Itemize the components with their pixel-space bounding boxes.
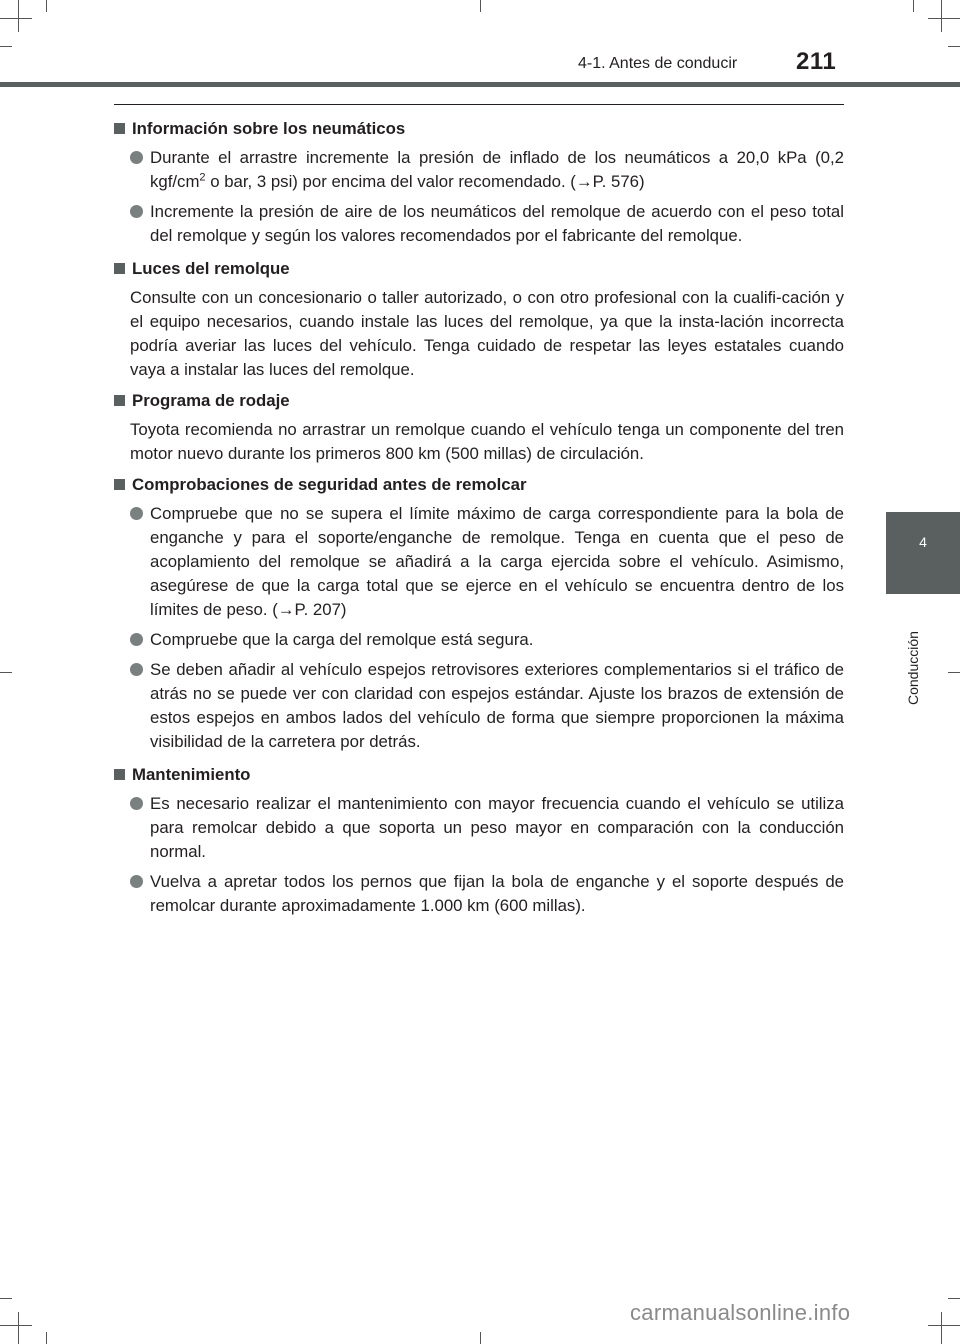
circle-bullet-icon xyxy=(130,875,143,888)
superscript: 2 xyxy=(199,171,206,184)
text-fragment: Durante el arrastre incremente la presión de inflado de los neumáticos a 20,0 kPa (0,2 kgf/cm xyxy=(150,148,844,191)
crop-mark xyxy=(0,18,32,19)
crop-mark xyxy=(46,1332,47,1344)
section-title xyxy=(114,760,844,790)
section-paragraph: Toyota recomienda no arrastrar un remolque cuando el vehículo tenga un componente del tren motor nuevo durante los primeros 800 km (500 millas) de circulación. xyxy=(130,420,844,463)
list-item-text xyxy=(150,146,844,194)
crop-mark xyxy=(941,0,942,32)
square-bullet-icon xyxy=(114,123,125,134)
section-title-text: Comprobaciones de seguridad antes de remolcar xyxy=(132,475,527,494)
header-bar xyxy=(0,82,960,87)
section-title xyxy=(114,386,844,416)
crop-mark xyxy=(0,672,12,673)
square-bullet-icon xyxy=(114,263,125,274)
page-number: 211 xyxy=(796,48,837,75)
list-item-text: Vuelva a apretar todos los pernos que fijan la bola de enganche y el soporte después de remolcar durante aproximadamente 1.000 km (600 millas). xyxy=(150,872,844,915)
section-safety-checks xyxy=(114,470,844,754)
list-item xyxy=(114,870,844,918)
header-rule xyxy=(114,104,844,105)
page-content xyxy=(114,114,844,924)
list-item xyxy=(114,658,844,754)
section-title xyxy=(114,114,844,144)
list-item xyxy=(114,502,844,622)
circle-bullet-icon xyxy=(130,151,143,164)
list-item-text: Incremente la presión de aire de los neumáticos del remolque de acuerdo con el peso total del remolque y según los valores recomendados por el fabricante del remolque. xyxy=(150,202,844,245)
list-item-text: Compruebe que la carga del remolque está segura. xyxy=(150,630,534,649)
circle-bullet-icon xyxy=(130,205,143,218)
circle-bullet-icon xyxy=(130,663,143,676)
section-title xyxy=(114,254,844,284)
crop-mark xyxy=(18,0,19,32)
list-item-text: Se deben añadir al vehículo espejos retrovisores exteriores complementarios si el tráfico de atrás no se puede ver con claridad con espejos estándar. Ajuste los brazos de extensión de estos espejos en ambos lados del vehículo de forma que siempre proporcionen la máxima visibilidad de la carretera por detrás. xyxy=(150,660,844,751)
crop-mark xyxy=(948,46,960,47)
section-title-text: Mantenimiento xyxy=(132,765,251,784)
section-heading: 4-1. Antes de conducir xyxy=(578,55,738,72)
crop-mark xyxy=(0,1325,32,1326)
circle-bullet-icon xyxy=(130,507,143,520)
crop-mark xyxy=(941,1312,942,1344)
chapter-number: 4 xyxy=(919,534,927,550)
crop-mark xyxy=(928,18,960,19)
chapter-name: Conducción xyxy=(905,631,921,705)
section-break-in xyxy=(114,386,844,466)
section-maintenance xyxy=(114,760,844,918)
crop-mark xyxy=(0,46,12,47)
crop-mark xyxy=(480,0,481,12)
section-title-text: Programa de rodaje xyxy=(132,391,290,410)
section-title-text: Información sobre los neumáticos xyxy=(132,119,406,138)
crop-mark xyxy=(46,0,47,12)
list-item xyxy=(114,628,844,652)
crop-mark xyxy=(913,0,914,12)
crop-mark xyxy=(948,672,960,673)
crop-mark xyxy=(18,1312,19,1344)
square-bullet-icon xyxy=(114,769,125,780)
list-item xyxy=(114,792,844,864)
section-tire-info xyxy=(114,114,844,248)
square-bullet-icon xyxy=(114,479,125,490)
crop-mark xyxy=(480,1332,481,1344)
crop-mark xyxy=(0,1298,12,1299)
watermark: carmanualsonline.info xyxy=(630,1300,851,1325)
list-item-text: Es necesario realizar el mantenimiento con mayor frecuencia cuando el vehículo se utiliza para remolcar debido a que soporta un peso mayor en comparación con la conducción normal. xyxy=(150,794,844,861)
crop-mark xyxy=(948,1298,960,1299)
circle-bullet-icon xyxy=(130,797,143,810)
section-trailer-lights xyxy=(114,254,844,382)
square-bullet-icon xyxy=(114,395,125,406)
text-fragment: o bar, 3 psi) por encima del valor recomendado. (→P. 576) xyxy=(205,172,645,191)
section-title-text: Luces del remolque xyxy=(132,259,290,278)
list-item-text: Compruebe que no se supera el límite máximo de carga correspondiente para la bola de enganche y para el soporte/enganche de remolque. Tenga en cuenta que el peso de acoplamiento del remolque se añadirá a la carga ejercida sobre el vehículo. Asimismo, asegúrese de que la carga total que se ejerce en el vehículo se encuentra dentro de los límites de peso. (→P. 207) xyxy=(150,504,844,619)
chapter-tab xyxy=(886,512,960,594)
list-item xyxy=(114,200,844,248)
crop-mark xyxy=(928,1325,960,1326)
circle-bullet-icon xyxy=(130,633,143,646)
section-title xyxy=(114,470,844,500)
section-paragraph: Consulte con un concesionario o taller autorizado, o con otro profesional con la cualifi-cación y el equipo necesarios, cuando instale las luces del remolque, ya que la insta-lación incorrecta podría averiar las luces del vehículo. Tenga cuidado de respetar las leyes estatales cuando vaya a instalar las luces del remolque. xyxy=(130,288,844,379)
list-item xyxy=(114,146,844,194)
